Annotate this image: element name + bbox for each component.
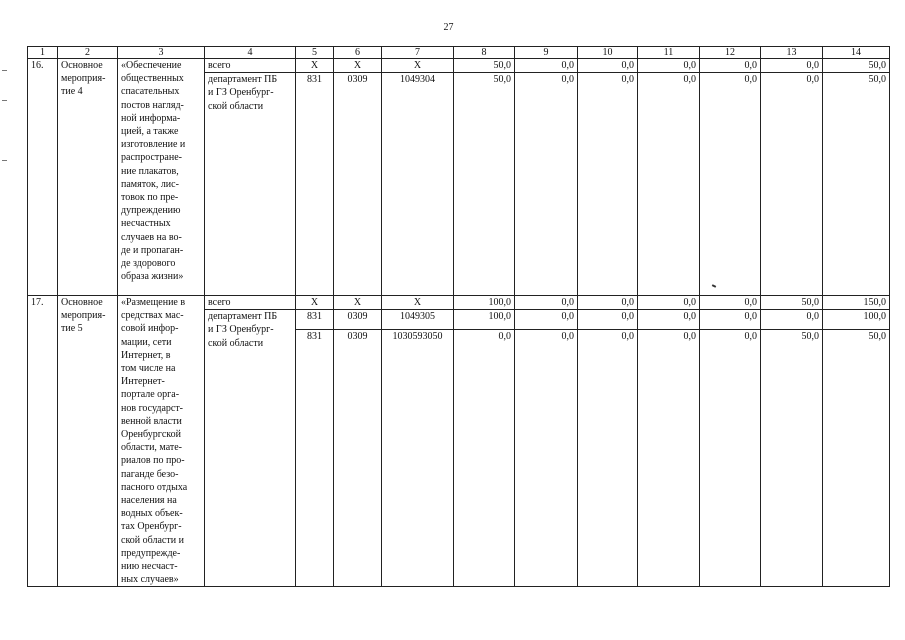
event-type: Основное мероприя- тие 5 bbox=[58, 296, 118, 587]
budget-table bbox=[27, 46, 890, 587]
event-name: «Размещение в средствах мас- совой инфор- мации, сети Интернет, в том числе на Интернет- портале орга- нов государст- венной власти Оренбургской области, мате- риалов по про- паганде безо- пасного отдыха населения на водных объек- тах Оренбург- ской области и предупрежде- нию несчаст- ных случаев» bbox=[118, 296, 205, 587]
cell: 0,0 bbox=[638, 296, 700, 310]
cell: 0,0 bbox=[578, 310, 638, 330]
cell: 50,0 bbox=[454, 59, 515, 73]
cell: 0,0 bbox=[761, 73, 823, 296]
cell: 0,0 bbox=[578, 296, 638, 310]
cell: 0,0 bbox=[578, 330, 638, 587]
col-number: 4 bbox=[205, 47, 296, 59]
cell: 150,0 bbox=[823, 296, 890, 310]
cell: 100,0 bbox=[454, 296, 515, 310]
row-number: 16. bbox=[28, 59, 58, 296]
col-number: 11 bbox=[638, 47, 700, 59]
cell: Х bbox=[382, 59, 454, 73]
cell: 831 bbox=[296, 330, 334, 587]
table-row bbox=[28, 59, 890, 73]
col-number: 1 bbox=[28, 47, 58, 59]
cell: 0,0 bbox=[700, 73, 761, 296]
col-number: 12 bbox=[700, 47, 761, 59]
cell: 0,0 bbox=[638, 310, 700, 330]
cell: Х bbox=[296, 296, 334, 310]
cell: 0,0 bbox=[578, 59, 638, 73]
cell: 0309 bbox=[334, 330, 382, 587]
cell: 0,0 bbox=[515, 296, 578, 310]
cell: 831 bbox=[296, 310, 334, 330]
row-number: 17. bbox=[28, 296, 58, 587]
col-number: 7 bbox=[382, 47, 454, 59]
executor: всего bbox=[205, 296, 296, 310]
cell: 0309 bbox=[334, 73, 382, 296]
page-number: 27 bbox=[443, 22, 454, 33]
col-number: 8 bbox=[454, 47, 515, 59]
cell: 0,0 bbox=[454, 330, 515, 587]
cell: 50,0 bbox=[454, 73, 515, 296]
cell: 0,0 bbox=[700, 59, 761, 73]
col-number: 5 bbox=[296, 47, 334, 59]
cell: 0,0 bbox=[700, 310, 761, 330]
cell: 0309 bbox=[334, 310, 382, 330]
cell: 0,0 bbox=[700, 330, 761, 587]
table-row bbox=[28, 296, 890, 310]
cell: 0,0 bbox=[515, 73, 578, 296]
cell: Х bbox=[334, 296, 382, 310]
cell: 0,0 bbox=[578, 73, 638, 296]
cell: Х bbox=[382, 296, 454, 310]
cell: 0,0 bbox=[515, 310, 578, 330]
cell: 0,0 bbox=[700, 296, 761, 310]
cell: 831 bbox=[296, 73, 334, 296]
executor: всего bbox=[205, 59, 296, 73]
cell: 0,0 bbox=[638, 59, 700, 73]
cell: 0,0 bbox=[638, 330, 700, 587]
cell: 1030593050 bbox=[382, 330, 454, 587]
cell: 0,0 bbox=[761, 310, 823, 330]
event-name: «Обеспечение общественных спасательных постов нагляд- ной информа- цией, а также изготовление и распростране- ние плакатов, памяток, лис- товок по пре- дупреждению несчастных случаев на во- де и пропаган- де здорового образа жизни» bbox=[118, 59, 205, 296]
cell: 1049304 bbox=[382, 73, 454, 296]
col-number: 3 bbox=[118, 47, 205, 59]
col-number: 9 bbox=[515, 47, 578, 59]
cell: 100,0 bbox=[454, 310, 515, 330]
cell: 1049305 bbox=[382, 310, 454, 330]
cell: 0,0 bbox=[638, 73, 700, 296]
cell: 100,0 bbox=[823, 310, 890, 330]
cell: 0,0 bbox=[761, 59, 823, 73]
col-number: 10 bbox=[578, 47, 638, 59]
col-number: 14 bbox=[823, 47, 890, 59]
cell: 50,0 bbox=[761, 296, 823, 310]
cell: 0,0 bbox=[515, 330, 578, 587]
column-number-row bbox=[28, 47, 890, 59]
event-type: Основное мероприя- тие 4 bbox=[58, 59, 118, 296]
cell: Х bbox=[296, 59, 334, 73]
cell: 50,0 bbox=[823, 330, 890, 587]
col-number: 13 bbox=[761, 47, 823, 59]
executor: департамент ПБ и ГЗ Оренбург- ской области bbox=[205, 73, 296, 296]
col-number: 2 bbox=[58, 47, 118, 59]
cell: 0,0 bbox=[515, 59, 578, 73]
executor: департамент ПБ и ГЗ Оренбург- ской области bbox=[205, 310, 296, 587]
cell: 50,0 bbox=[761, 330, 823, 587]
cell: Х bbox=[334, 59, 382, 73]
col-number: 6 bbox=[334, 47, 382, 59]
cell: 50,0 bbox=[823, 73, 890, 296]
cell: 50,0 bbox=[823, 59, 890, 73]
